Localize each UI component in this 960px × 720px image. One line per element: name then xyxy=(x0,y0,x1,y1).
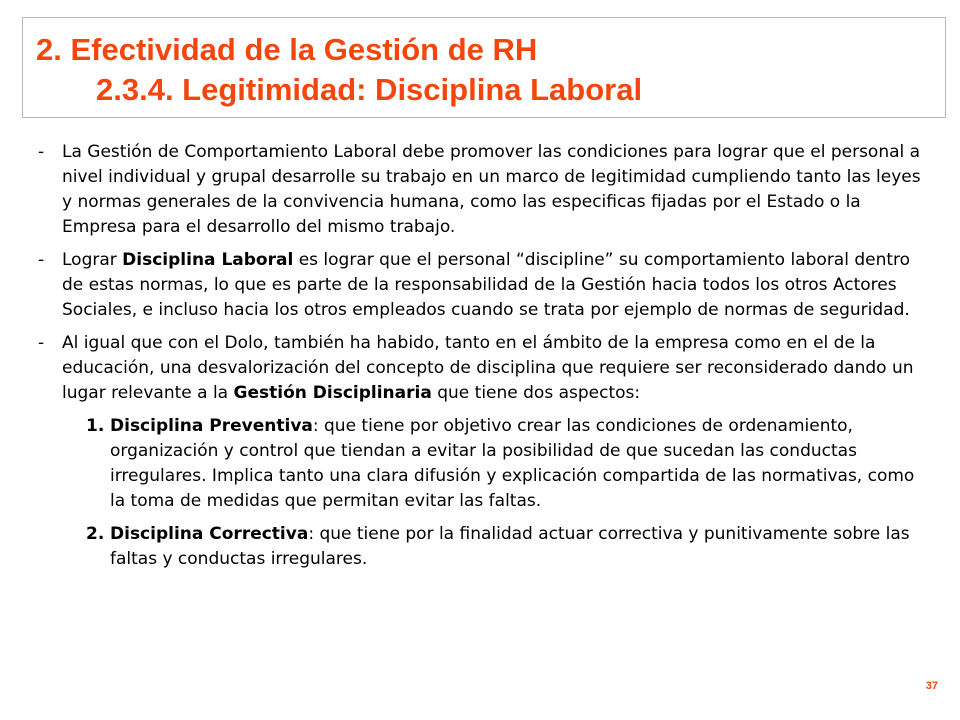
title-box xyxy=(22,17,946,118)
bullet-paragraph-3 xyxy=(38,331,928,406)
item-bold-term: Disciplina Preventiva xyxy=(110,416,313,436)
bullet-dash: - xyxy=(38,250,45,270)
item-bold-term: Disciplina Correctiva xyxy=(110,524,309,544)
slide-content xyxy=(38,140,928,580)
numbered-item-1 xyxy=(38,414,928,514)
item-number: 2. xyxy=(86,524,105,544)
paragraph-bold-term: Gestión Disciplinaria xyxy=(233,383,432,403)
paragraph-text-pre: Lograr xyxy=(62,250,123,270)
item-number: 1. xyxy=(86,416,105,436)
slide-title: 2. Efectividad de la Gestión de RH xyxy=(36,32,538,67)
paragraph-bold-term: Disciplina Laboral xyxy=(122,250,294,270)
bullet-paragraph-1 xyxy=(38,140,928,240)
paragraph-text-pre: Al igual que con el Dolo, también ha habido, tanto en el ámbito de la empresa como en el de la educación, una desvalorización del concepto de disciplina que requiere ser reconsiderado dando un lugar relevante a la xyxy=(62,333,914,403)
paragraph-text-post: que tiene dos aspectos: xyxy=(431,383,641,403)
paragraph-text: La Gestión de Comportamiento Laboral debe promover las condiciones para lograr que el personal a nivel individual y grupal desarrolle su trabajo en un marco de legitimidad cumpliendo tanto las leyes y normas generales de la convivencia humana, como las especificas fijadas por el Estado o la Empresa para el desarrollo del mismo trabajo. xyxy=(62,142,921,237)
page-number: 37 xyxy=(925,680,938,692)
bullet-dash: - xyxy=(38,142,45,162)
bullet-dash: - xyxy=(38,333,45,353)
slide-subtitle: 2.3.4. Legitimidad: Disciplina Laboral xyxy=(96,72,643,107)
item-text: : que tiene por la finalidad actuar correctiva y punitivamente sobre las faltas y conductas irregulares. xyxy=(110,524,910,569)
paragraph-text-post: es lograr que el personal “discipline” su comportamiento laboral dentro de estas normas, lo que es parte de la responsabilidad de la Gestión hacia todos los otros Actores Sociales, e incluso hacia los otros empleados cuando se trata por ejemplo de normas de seguridad. xyxy=(62,250,911,320)
item-text: : que tiene por objetivo crear las condiciones de ordenamiento, organización y control que tiendan a evitar la posibilidad de que sucedan las conductas irregulares. Implica tanto una clara difusión y explicación compartida de las normativas, como la toma de medidas que permitan evitar las faltas. xyxy=(110,416,915,511)
numbered-item-2 xyxy=(38,522,928,572)
bullet-paragraph-2 xyxy=(38,248,928,323)
